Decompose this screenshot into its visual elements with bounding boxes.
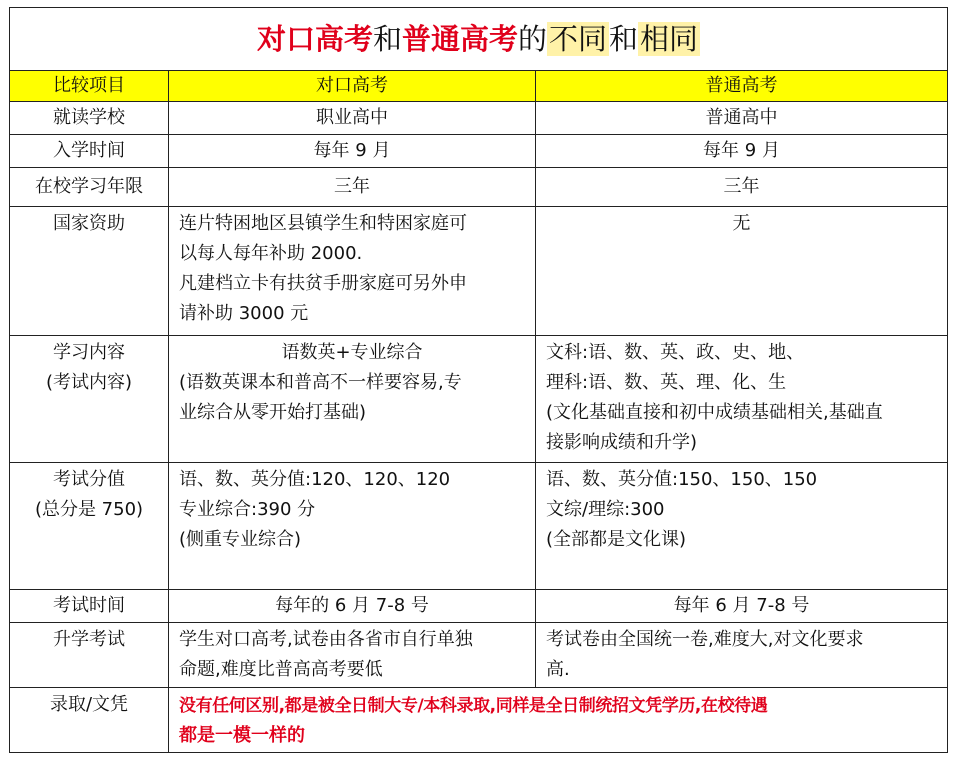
row-state-aid xyxy=(10,207,948,336)
score-label-1: 考试分值 xyxy=(53,469,125,490)
comparison-table xyxy=(9,7,948,753)
cell-regular: 三年 xyxy=(536,168,948,207)
exam-b-line-2: 高. xyxy=(546,659,570,680)
header-vocational-exam: 对口高考 xyxy=(169,71,536,102)
page-title xyxy=(10,8,948,71)
aid-line-3: 凡建档立卡有扶贫手册家庭可另外申 xyxy=(179,273,467,294)
row-label: 就读学校 xyxy=(10,102,169,135)
comparison-document xyxy=(9,7,947,753)
row-label xyxy=(10,463,169,590)
cell-vocational xyxy=(169,623,536,688)
aid-line-1: 连片特困地区县镇学生和特困家庭可 xyxy=(179,213,467,234)
row-label: 入学时间 xyxy=(10,135,169,168)
content-a-line-2: (语数英课本和普高不一样要容易,专 xyxy=(179,372,462,393)
row-label: 国家资助 xyxy=(10,207,169,336)
cell-vocational xyxy=(169,207,536,336)
content-b-line-4: 接影响成绩和升学) xyxy=(546,432,698,453)
score-label-2: (总分是 750) xyxy=(34,499,144,520)
cell-regular xyxy=(536,623,948,688)
content-a-line-3: 业综合从零开始打基础) xyxy=(179,402,367,423)
header-row xyxy=(10,71,948,102)
score-a-line-3: (侧重专业综合) xyxy=(179,529,302,550)
score-a-line-2: 专业综合:390 分 xyxy=(179,499,316,520)
row-label: 升学考试 xyxy=(10,623,169,688)
title-part-similarities: 相同 xyxy=(640,22,699,56)
title-part-differences: 不同 xyxy=(549,22,608,56)
aid-line-4: 请补助 3000 元 xyxy=(179,303,309,324)
title-row xyxy=(10,8,948,71)
title-part-of: 的 xyxy=(518,22,548,56)
row-entrance-exam xyxy=(10,623,948,688)
score-b-line-2: 文综/理综:300 xyxy=(546,499,665,520)
title-part-and: 和 xyxy=(372,22,402,56)
row-label: 考试时间 xyxy=(10,590,169,623)
exam-b-line-1: 考试卷由全国统一卷,难度大,对文化要求 xyxy=(546,629,864,650)
row-label: 录取/文凭 xyxy=(10,688,169,753)
aid-line-2: 以每人每年补助 2000. xyxy=(179,243,363,264)
content-label-1: 学习内容 xyxy=(53,342,125,363)
score-b-line-3: (全部都是文化课) xyxy=(546,529,687,550)
row-score xyxy=(10,463,948,590)
row-admission xyxy=(10,688,948,753)
row-school xyxy=(10,102,948,135)
row-enroll-time xyxy=(10,135,948,168)
content-label-2: (考试内容) xyxy=(45,372,133,393)
score-a-line-1: 语、数、英分值:120、120、120 xyxy=(179,469,451,490)
header-regular-exam: 普通高考 xyxy=(536,71,948,102)
admission-note xyxy=(169,688,948,753)
exam-a-line-1: 学生对口高考,试卷由各省市自行单独 xyxy=(179,629,473,650)
content-b-line-3: (文化基础直接和初中成绩基础相关,基础直 xyxy=(546,402,883,423)
exam-a-line-2: 命题,难度比普高高考要低 xyxy=(179,659,383,680)
cell-regular: 每年 9 月 xyxy=(536,135,948,168)
cell-regular: 普通高中 xyxy=(536,102,948,135)
content-b-line-1: 文科:语、数、英、政、史、地、 xyxy=(546,342,805,363)
row-label: 在校学习年限 xyxy=(10,168,169,207)
row-study-content xyxy=(10,336,948,463)
title-part-vocational-exam: 对口高考 xyxy=(256,22,373,56)
cell-regular: 无 xyxy=(536,207,948,336)
content-b-line-2: 理科:语、数、英、理、化、生 xyxy=(546,372,787,393)
cell-regular: 每年 6 月 7-8 号 xyxy=(536,590,948,623)
content-a-line-1: 语数英+专业综合 xyxy=(281,342,423,363)
admission-line-2: 都是一模一样的 xyxy=(179,725,305,746)
cell-regular xyxy=(536,463,948,590)
row-exam-time xyxy=(10,590,948,623)
cell-vocational: 职业高中 xyxy=(169,102,536,135)
cell-vocational: 每年的 6 月 7-8 号 xyxy=(169,590,536,623)
cell-vocational xyxy=(169,336,536,463)
cell-vocational: 三年 xyxy=(169,168,536,207)
header-compare-item: 比较项目 xyxy=(10,71,169,102)
admission-line-1: 没有任何区别,都是被全日制大专/本科录取,同样是全日制统招文凭学历,在校待遇 xyxy=(179,696,768,716)
cell-vocational: 每年 9 月 xyxy=(169,135,536,168)
title-part-regular-exam: 普通高考 xyxy=(401,22,518,56)
row-study-years xyxy=(10,168,948,207)
cell-regular xyxy=(536,336,948,463)
score-b-line-1: 语、数、英分值:150、150、150 xyxy=(546,469,818,490)
row-label xyxy=(10,336,169,463)
title-part-and-2: 和 xyxy=(609,22,639,56)
cell-vocational xyxy=(169,463,536,590)
